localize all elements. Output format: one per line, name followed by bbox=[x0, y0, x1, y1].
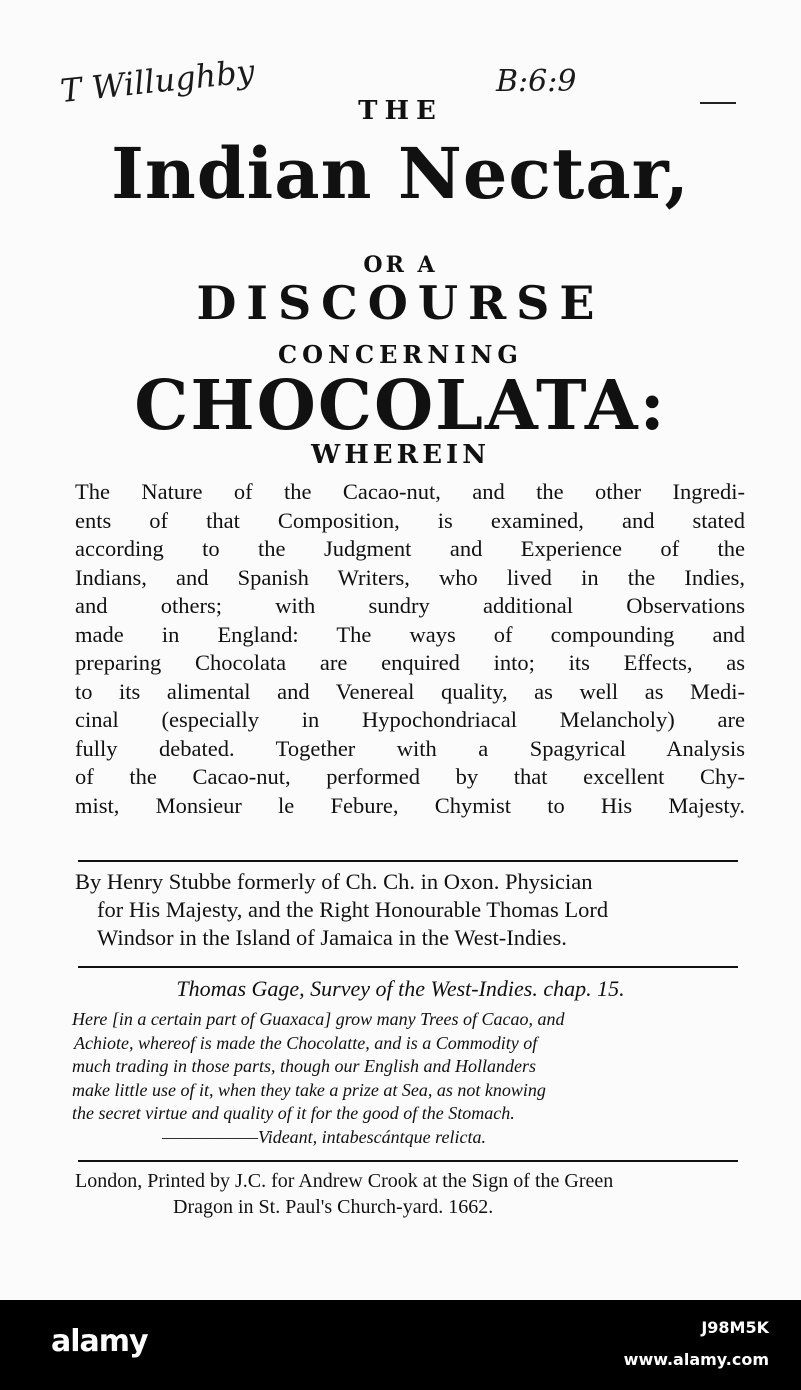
author-line: By Henry Stubbe formerly of Ch. Ch. in Oxon. Physician bbox=[75, 869, 593, 894]
description-line: of the Cacao-nut, performed by that excellent Chy- bbox=[75, 764, 745, 789]
imprint-line: Dragon in St. Paul's Church-yard. 1662. bbox=[173, 1196, 494, 1218]
quote-heading: Thomas Gage, Survey of the West-Indies. chap. 15. bbox=[176, 976, 625, 1001]
title-the: THE bbox=[358, 96, 443, 126]
divider-rule bbox=[78, 860, 738, 862]
description-line: to its alimental and Venereal quality, as well as Medi- bbox=[75, 678, 745, 704]
quote-line: make little use of it, when they take a prize at Sea, as not knowing bbox=[72, 1079, 546, 1100]
author-statement bbox=[75, 868, 745, 952]
quote-line: the secret virtue and quality of it for the good of the Stomach. bbox=[72, 1103, 515, 1123]
quote-passage bbox=[72, 1008, 748, 1149]
quote-line: much trading in those parts, though our English and Hollanders bbox=[72, 1056, 537, 1076]
description-line: mist, Monsieur le Febure, Chymist to His Majesty. bbox=[75, 792, 745, 818]
alamy-logo: alamy bbox=[51, 1324, 148, 1359]
main-title: Indian Nectar, bbox=[111, 132, 690, 215]
author-line: for His Majesty, and the Right Honourable Thomas Lord bbox=[97, 897, 609, 922]
title-discourse: DISCOURSE bbox=[196, 276, 605, 330]
description-line: and others; with sundry additional Observations bbox=[75, 593, 745, 618]
title-wherein: WHEREIN bbox=[311, 440, 490, 470]
description-line: cinal (especially in Hypochondriacal Melancholy) are bbox=[75, 707, 745, 732]
handwritten-shelfmark: B:6:9 bbox=[496, 64, 577, 99]
author-line: Windsor in the Island of Jamaica in the West-Indies. bbox=[97, 925, 567, 950]
watermark-bar bbox=[0, 1300, 801, 1390]
divider-rule bbox=[78, 966, 738, 968]
image-id: J98M5K bbox=[701, 1318, 769, 1337]
description-line: fully debated. Together with a Spagyrical Analysis bbox=[75, 735, 745, 761]
title-or-a: OR A bbox=[363, 252, 438, 278]
quote-line: Here [in a certain part of Guaxaca] grow many Trees of Cacao, and bbox=[72, 1009, 565, 1029]
description-line: ents of that Composition, is examined, and stated bbox=[75, 507, 745, 533]
imprint-line: London, Printed by J.C. for Andrew Crook at the Sign of the Green bbox=[75, 1170, 614, 1192]
description-line: according to the Judgment and Experience of the bbox=[75, 536, 745, 561]
description-line: The Nature of the Cacao-nut, and the other Ingredi- bbox=[75, 479, 745, 504]
title-concerning: CONCERNING bbox=[278, 340, 523, 369]
description-line: preparing Chocolata are enquired into; its Effects, as bbox=[75, 650, 745, 675]
description-line: made in England: The ways of compounding and bbox=[75, 621, 745, 647]
description-line: Indians, and Spanish Writers, who lived in the Indies, bbox=[75, 564, 745, 590]
title-chocolata: CHOCOLATA: bbox=[134, 366, 667, 446]
imprint bbox=[75, 1168, 745, 1220]
description-paragraph bbox=[75, 478, 745, 820]
quote-line: ——————Videant, intabescántque relicta. bbox=[162, 1126, 486, 1147]
site-url: www.alamy.com bbox=[623, 1350, 769, 1369]
handwritten-signature: T Willughby bbox=[58, 51, 257, 111]
quote-line: Achiote, whereof is made the Chocolatte, and is a Commodity of bbox=[74, 1032, 538, 1053]
divider-rule bbox=[78, 1160, 738, 1162]
